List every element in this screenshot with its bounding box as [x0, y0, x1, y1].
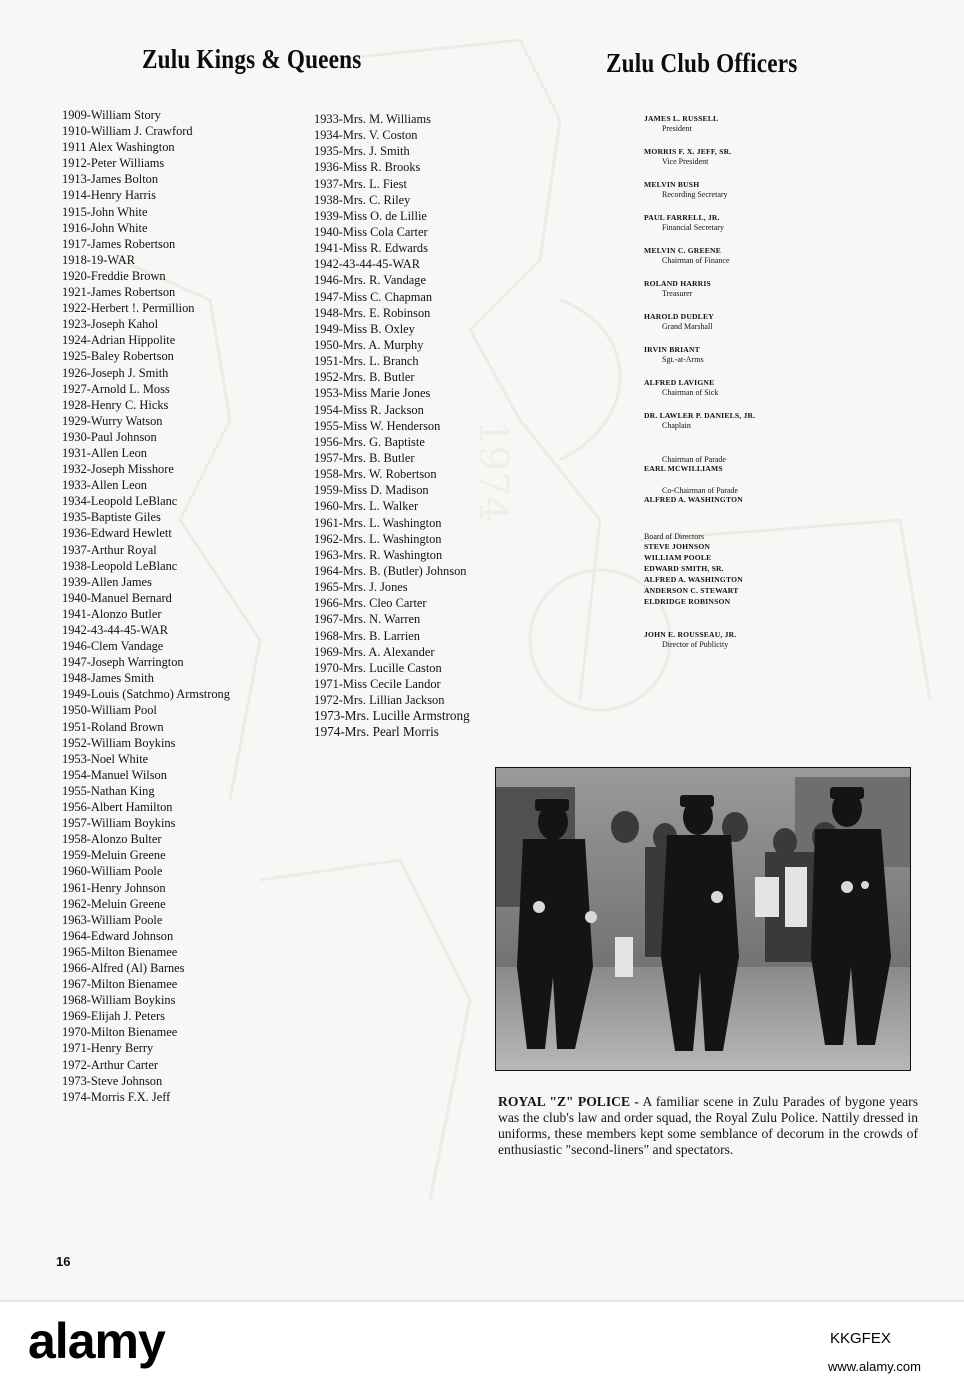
king-entry: 1962-Meluin Greene: [62, 896, 166, 911]
footer-divider: [0, 1300, 964, 1302]
officer-entry: [644, 114, 864, 133]
board-member: STEVE JOHNSON: [644, 542, 711, 551]
officer-name: JOHN E. ROUSSEAU, JR.: [644, 630, 737, 639]
watermark-url: www.alamy.com: [828, 1359, 921, 1374]
queen-entry: 1940-Miss Cola Carter: [314, 224, 428, 239]
king-entry: 1912-Peter Williams: [62, 156, 165, 171]
officer-name: MELVIN C. GREENE: [644, 246, 721, 255]
queen-entry: 1973-Mrs. Lucille Armstrong: [314, 708, 470, 724]
board-member: WILLIAM POOLE: [644, 553, 712, 562]
officer-role: Chairman of Finance: [662, 256, 730, 265]
officer-name: DR. LAWLER P. DANIELS, JR.: [644, 411, 756, 420]
officer-name: ALFRED LAVIGNE: [644, 378, 715, 387]
queen-entry: 1960-Mrs. L. Walker: [314, 499, 419, 514]
king-entry: 1924-Adrian Hippolite: [62, 333, 176, 348]
kings-queens-heading: Zulu Kings & Queens: [142, 44, 362, 74]
king-entry: 1937-Arthur Royal: [62, 542, 157, 557]
queen-entry: 1969-Mrs. A. Alexander: [314, 644, 435, 659]
queen-entry: 1966-Mrs. Cleo Carter: [314, 596, 427, 611]
king-entry: 1963-William Poole: [62, 912, 163, 927]
queen-entry: 1948-Mrs. E. Robinson: [314, 305, 431, 320]
page-number: 16: [56, 1254, 71, 1269]
queen-entry: 1934-Mrs. V. Coston: [314, 128, 418, 143]
officer-name: PAUL FARRELL, JR.: [644, 213, 720, 222]
officer-role: Sgt.-at-Arms: [662, 355, 704, 364]
parade-photo-illustration: [495, 767, 911, 1071]
king-entry: 1958-Alonzo Bulter: [62, 832, 162, 847]
king-entry: 1957-William Boykins: [62, 816, 176, 831]
king-entry: 1942-43-44-45-WAR: [62, 623, 168, 637]
parade-cochairman-entry: [644, 485, 864, 504]
officer-name: ROLAND HARRIS: [644, 279, 711, 288]
officer-role: Chairman of Parade: [662, 455, 726, 464]
king-entry: 1948-James Smith: [62, 671, 154, 686]
queen-entry: 1958-Mrs. W. Robertson: [314, 467, 437, 482]
king-entry: 1923-Joseph Kahol: [62, 317, 159, 332]
king-entry: 1938-Leopold LeBlanc: [62, 558, 178, 573]
alamy-logo: [28, 1312, 165, 1370]
officer-name: JAMES L. RUSSELL: [644, 114, 719, 123]
king-entry: 1973-Steve Johnson: [62, 1073, 163, 1088]
logo-text: alamy: [28, 1313, 165, 1369]
king-entry: 1917-James Robertson: [62, 236, 176, 251]
board-member: ELDRIDGE ROBINSON: [644, 597, 731, 606]
king-entry: 1967-Milton Bienamee: [62, 977, 178, 992]
king-entry: 1930-Paul Johnson: [62, 429, 157, 444]
caption-body: A familiar scene in Zulu Parades of bygone years was the club's law and order squad, the Royal Zulu Police. Nattily dressed in uniforms, these members kept some semblance of decorum in the crowds of enthusiastic "second-liners" and spectators.: [498, 1093, 918, 1158]
queen-entry: 1937-Mrs. L. Fiest: [314, 176, 407, 191]
king-entry: 1961-Henry Johnson: [62, 880, 166, 895]
queen-entry: 1938-Mrs. C. Riley: [314, 192, 411, 207]
officer-role: Recording Secretary: [662, 190, 728, 199]
king-entry: 1965-Milton Bienamee: [62, 944, 178, 959]
king-entry: 1947-Joseph Warrington: [62, 655, 184, 670]
queen-entry: 1972-Mrs. Lillian Jackson: [314, 693, 445, 708]
queen-entry: 1964-Mrs. B. (Butler) Johnson: [314, 563, 467, 578]
king-entry: 1952-William Boykins: [62, 735, 176, 750]
queen-entry: 1933-Mrs. M. Williams: [314, 112, 431, 126]
board-member: EDWARD SMITH, SR.: [644, 564, 724, 573]
king-entry: 1954-Manuel Wilson: [62, 767, 167, 782]
king-entry: 1936-Edward Hewlett: [62, 526, 172, 541]
officer-entry: [644, 345, 864, 364]
board-member: ANDERSON C. STEWART: [644, 586, 739, 595]
queen-entry: 1954-Miss R. Jackson: [314, 402, 424, 417]
queen-entry: 1957-Mrs. B. Butler: [314, 450, 415, 465]
queen-entry: 1949-Miss B. Oxley: [314, 321, 415, 336]
board-title: Board of Directors: [644, 532, 704, 541]
king-entry: 1964-Edward Johnson: [62, 928, 174, 943]
king-entry: 1925-Baley Robertson: [62, 349, 174, 364]
photo-caption: [498, 1094, 918, 1159]
queen-entry: 1956-Mrs. G. Baptiste: [314, 434, 425, 449]
officer-role: Vice President: [662, 157, 709, 166]
queen-entry: 1951-Mrs. L. Branch: [314, 354, 419, 369]
king-entry: 1922-Herbert !. Permillion: [62, 301, 195, 316]
officer-role: Treasurer: [662, 289, 693, 298]
queen-entry: 1941-Miss R. Edwards: [314, 241, 428, 256]
parade-police-photo: [495, 767, 911, 1071]
king-entry: 1951-Roland Brown: [62, 719, 164, 734]
king-entry: 1909-William Story: [62, 108, 161, 122]
king-entry: 1918-19-WAR: [62, 252, 135, 267]
king-entry: 1966-Alfred (Al) Barnes: [62, 960, 185, 975]
king-entry: 1934-Leopold LeBlanc: [62, 494, 178, 509]
king-entry: 1911 Alex Washington: [62, 140, 175, 155]
king-entry: 1933-Allen Leon: [62, 478, 147, 493]
king-entry: 1955-Nathan King: [62, 783, 155, 798]
king-entry: 1921-James Robertson: [62, 285, 176, 300]
king-entry: 1913-James Bolton: [62, 172, 159, 187]
officer-name: MORRIS F. X. JEFF, SR.: [644, 147, 732, 156]
queen-entry: 1953-Miss Marie Jones: [314, 386, 431, 401]
king-entry: 1969-Elijah J. Peters: [62, 1009, 165, 1024]
queen-entry: 1952-Mrs. B. Butler: [314, 370, 415, 385]
king-entry: 1940-Manuel Bernard: [62, 590, 172, 605]
king-entry: 1928-Henry C. Hicks: [62, 397, 169, 412]
kings-list: [62, 107, 230, 1105]
queen-entry: 1961-Mrs. L. Washington: [314, 515, 442, 530]
king-entry: 1950-William Pool: [62, 703, 157, 718]
king-entry: 1971-Henry Berry: [62, 1041, 154, 1056]
queen-entry: 1967-Mrs. N. Warren: [314, 612, 421, 627]
queens-list: [314, 111, 470, 740]
king-entry: 1960-William Poole: [62, 864, 163, 879]
caption-title: ROYAL "Z" POLICE -: [498, 1093, 639, 1109]
king-entry: 1914-Henry Harris: [62, 188, 156, 203]
officer-entry: [644, 378, 864, 397]
queen-entry: 1955-Miss W. Henderson: [314, 418, 441, 433]
officer-role: Grand Marshall: [662, 322, 713, 331]
officer-entry: [644, 147, 864, 166]
king-entry: 1953-Noel White: [62, 751, 149, 766]
officer-entry: [644, 180, 864, 199]
officer-name: ALFRED A. WASHINGTON: [644, 495, 743, 504]
officers-heading: Zulu Club Officers: [606, 48, 798, 78]
king-entry: 1926-Joseph J. Smith: [62, 365, 169, 380]
officer-role: Financial Secretary: [662, 223, 724, 232]
king-entry: 1931-Allen Leon: [62, 445, 147, 460]
king-entry: 1972-Arthur Carter: [62, 1057, 158, 1072]
officer-name: MELVIN BUSH: [644, 180, 700, 189]
officer-role: Director of Publicity: [662, 640, 729, 649]
queen-entry: 1968-Mrs. B. Larrien: [314, 628, 420, 643]
king-entry: 1939-Allen James: [62, 574, 152, 589]
king-entry: 1974-Morris F.X. Jeff: [62, 1089, 171, 1104]
queen-entry: 1965-Mrs. J. Jones: [314, 580, 408, 595]
officer-entry: [644, 246, 864, 265]
officer-role: Chairman of Sick: [662, 388, 719, 397]
officer-role: Chaplain: [662, 421, 691, 430]
king-entry: 1941-Alonzo Butler: [62, 606, 162, 621]
officer-entry: [644, 411, 864, 430]
queen-entry: 1947-Miss C. Chapman: [314, 289, 433, 304]
king-entry: 1970-Milton Bienamee: [62, 1025, 178, 1040]
queen-entry: 1946-Mrs. R. Vandage: [314, 273, 426, 288]
king-entry: 1968-William Boykins: [62, 993, 176, 1008]
queen-entry: 1970-Mrs. Lucille Caston: [314, 660, 442, 675]
board-member: ALFRED A. WASHINGTON: [644, 575, 743, 584]
parade-chairman-entry: [644, 454, 864, 473]
queen-entry: 1974-Mrs. Pearl Morris: [314, 724, 439, 740]
queen-entry: 1963-Mrs. R. Washington: [314, 547, 443, 562]
publicity-director-entry: [644, 630, 864, 649]
queen-entry: 1939-Miss O. de Lillie: [314, 208, 427, 223]
queen-entry: 1935-Mrs. J. Smith: [314, 144, 410, 159]
officer-role: President: [662, 124, 692, 133]
officer-entry: [644, 213, 864, 232]
queen-entry: 1950-Mrs. A. Murphy: [314, 337, 424, 352]
queen-entry: 1959-Miss D. Madison: [314, 483, 429, 498]
queen-entry: 1962-Mrs. L. Washington: [314, 531, 442, 546]
queen-entry: 1942-43-44-45-WAR: [314, 257, 420, 272]
king-entry: 1915-John White: [62, 204, 148, 219]
officer-name: IRVIN BRIANT: [644, 345, 700, 354]
king-entry: 1916-John White: [62, 220, 148, 235]
officer-name: HAROLD DUDLEY: [644, 312, 714, 321]
king-entry: 1935-Baptiste Giles: [62, 510, 161, 525]
king-entry: 1959-Meluin Greene: [62, 848, 166, 863]
king-entry: 1949-Louis (Satchmo) Armstrong: [62, 687, 230, 702]
king-entry: 1929-Wurry Watson: [62, 413, 163, 428]
board-of-directors: [644, 532, 864, 607]
king-entry: 1927-Arnold L. Moss: [62, 381, 170, 396]
officer-name: EARL MCWILLIAMS: [644, 464, 723, 473]
officer-entry: [644, 279, 864, 298]
king-entry: 1910-William J. Crawford: [62, 124, 193, 139]
svg-text:1974: 1974: [470, 420, 516, 522]
king-entry: 1946-Clem Vandage: [62, 639, 164, 654]
king-entry: 1932-Joseph Misshore: [62, 462, 174, 477]
king-entry: 1956-Albert Hamilton: [62, 800, 173, 815]
officer-role: Co-Chairman of Parade: [662, 486, 738, 495]
king-entry: 1920-Freddie Brown: [62, 268, 166, 283]
queen-entry: 1936-Miss R. Brooks: [314, 160, 421, 175]
queen-entry: 1971-Miss Cecile Landor: [314, 676, 441, 691]
image-id-label: KKGFEX: [830, 1330, 891, 1347]
officer-entry: [644, 312, 864, 331]
